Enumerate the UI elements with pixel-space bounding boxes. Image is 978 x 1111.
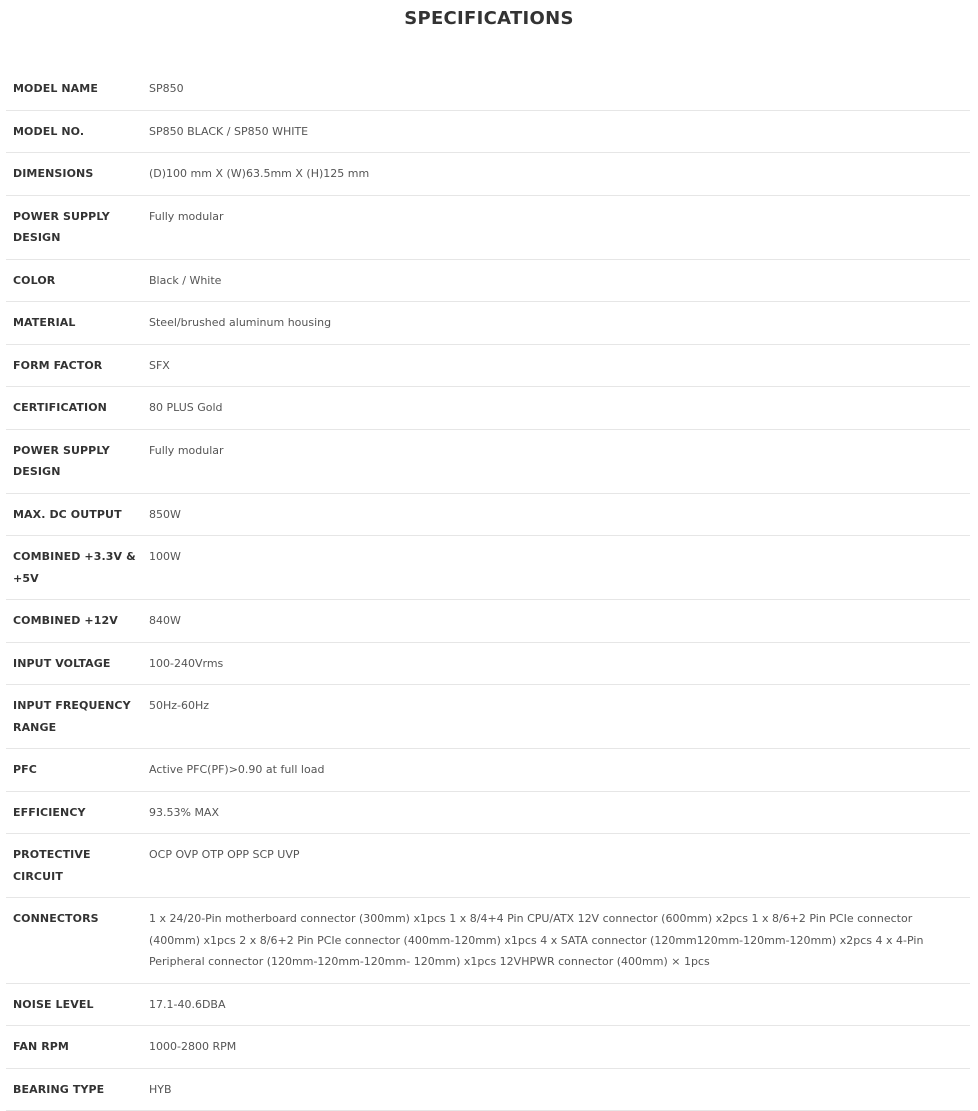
spec-row-input-frequency-range [6,685,970,749]
spec-value: 100W [142,546,970,589]
spec-label: MATERIAL [6,312,142,334]
spec-row-power-supply-design [6,196,970,260]
spec-row-model-name [6,68,970,111]
spec-label: MODEL NAME [6,78,142,100]
spec-row-max-dc-output [6,494,970,537]
spec-value: Fully modular [142,440,970,483]
spec-row-material [6,302,970,345]
spec-row-bearing-type [6,1069,970,1111]
spec-label: COMBINED +3.3V & +5V [6,546,142,589]
spec-label: NOISE LEVEL [6,994,142,1016]
spec-label: MAX. DC OUTPUT [6,504,142,526]
spec-row-input-voltage [6,643,970,686]
spec-value: 80 PLUS Gold [142,397,970,419]
spec-value: SP850 BLACK / SP850 WHITE [142,121,970,143]
spec-row-combined-12v [6,600,970,643]
spec-value: OCP OVP OTP OPP SCP UVP [142,844,970,887]
spec-value: SP850 [142,78,970,100]
spec-value: HYB [142,1079,970,1101]
spec-row-connectors [6,898,970,984]
spec-value: 1000-2800 RPM [142,1036,970,1058]
spec-value: 17.1-40.6DBA [142,994,970,1016]
spec-value: 840W [142,610,970,632]
spec-label: COLOR [6,270,142,292]
spec-label: PROTECTIVE CIRCUIT [6,844,142,887]
spec-label: BEARING TYPE [6,1079,142,1101]
spec-label: INPUT VOLTAGE [6,653,142,675]
spec-value: 93.53% MAX [142,802,970,824]
spec-row-fan-rpm [6,1026,970,1069]
page-title: SPECIFICATIONS [0,0,978,60]
spec-label: POWER SUPPLY DESIGN [6,206,142,249]
spec-value: Active PFC(PF)>0.90 at full load [142,759,970,781]
spec-row-color [6,260,970,303]
spec-value: Black / White [142,270,970,292]
spec-label: CERTIFICATION [6,397,142,419]
spec-label: FAN RPM [6,1036,142,1058]
spec-row-noise-level [6,984,970,1027]
spec-label: POWER SUPPLY DESIGN [6,440,142,483]
spec-value: (D)100 mm X (W)63.5mm X (H)125 mm [142,163,970,185]
spec-row-power-supply-design-2 [6,430,970,494]
spec-value: 850W [142,504,970,526]
spec-label: CONNECTORS [6,908,142,973]
spec-row-dimensions [6,153,970,196]
spec-row-pfc [6,749,970,792]
spec-value: 100-240Vrms [142,653,970,675]
spec-row-model-no [6,111,970,154]
spec-label: COMBINED +12V [6,610,142,632]
spec-row-combined-3v3-5v [6,536,970,600]
spec-row-form-factor [6,345,970,388]
spec-label: PFC [6,759,142,781]
spec-label: DIMENSIONS [6,163,142,185]
spec-value: 50Hz-60Hz [142,695,970,738]
spec-value: SFX [142,355,970,377]
spec-row-efficiency [6,792,970,835]
spec-label: FORM FACTOR [6,355,142,377]
spec-row-protective-circuit [6,834,970,898]
spec-table [6,68,970,1111]
spec-label: EFFICIENCY [6,802,142,824]
spec-label: MODEL NO. [6,121,142,143]
spec-value: Fully modular [142,206,970,249]
spec-value: Steel/brushed aluminum housing [142,312,970,334]
spec-value: 1 x 24/20-Pin motherboard connector (300mm) x1pcs 1 x 8/4+4 Pin CPU/ATX 12V connector (600mm) x2pcs 1 x 8/6+2 Pin PCIe connector (400mm) x1pcs 2 x 8/6+2 Pin PCIe connector (400mm-120mm) x1pcs 4 x SATA connector (120mm120mm-120mm-120mm) x2pcs 4 x 4-Pin Peripheral connector (120mm-120mm-120mm- 120mm) x1pcs 12VHPWR connector (400mm) × 1pcs [142,908,970,973]
spec-label: INPUT FREQUENCY RANGE [6,695,142,738]
spec-row-certification [6,387,970,430]
